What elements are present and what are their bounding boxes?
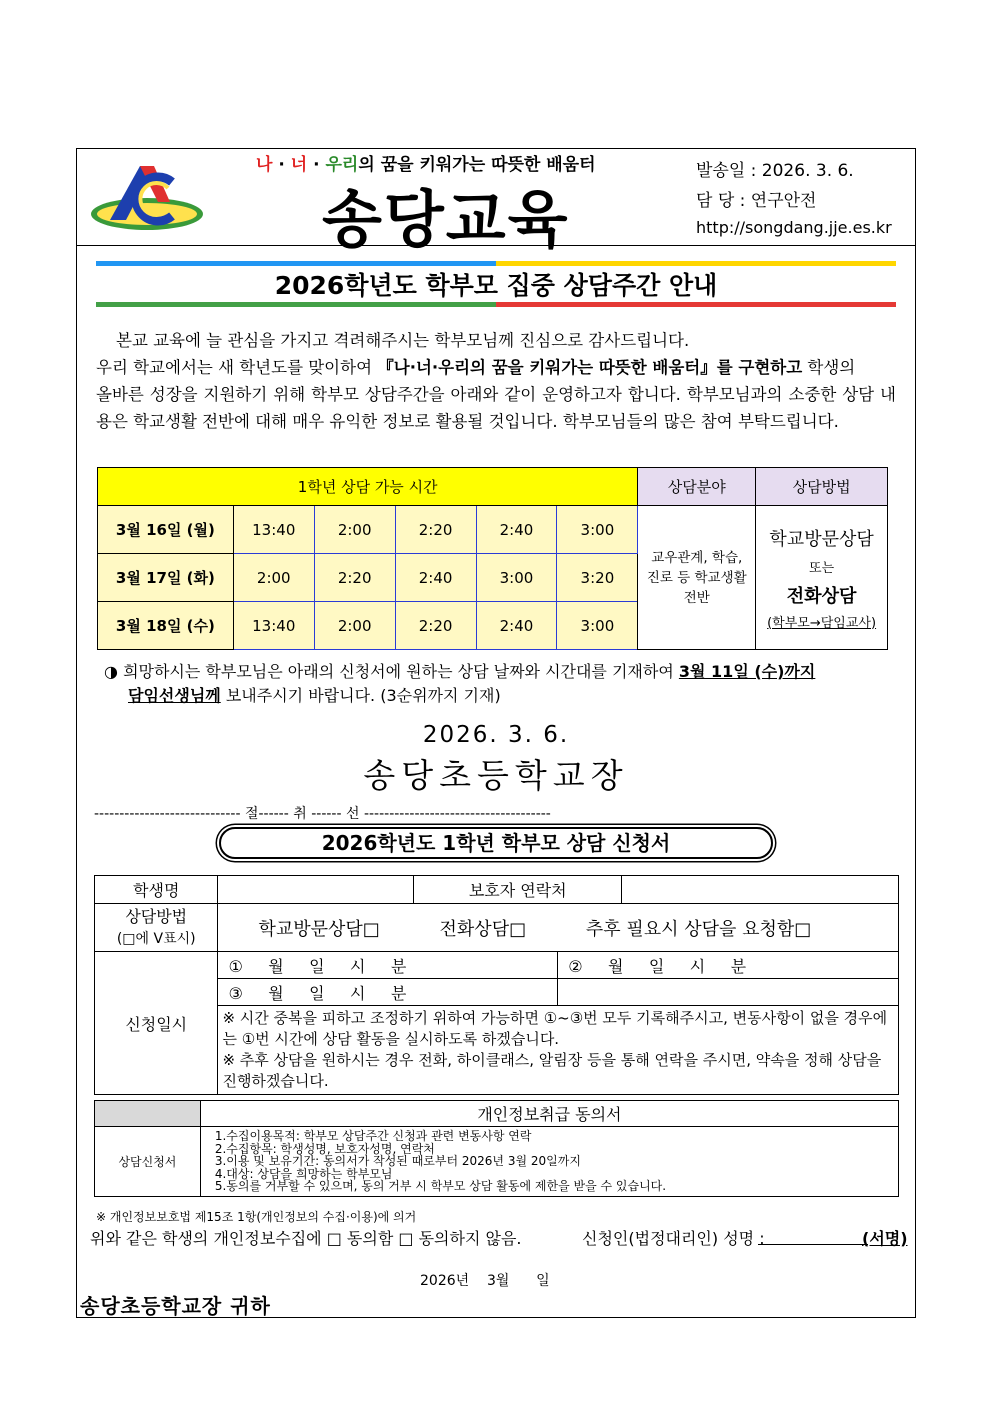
schedule-header-method: 상담방법 [756, 468, 888, 506]
addressee: 송당초등학교장 귀하 [80, 1294, 271, 1318]
consent-label: 상담신청서 [95, 1127, 201, 1197]
notice: ◑ 희망하시는 학부모님은 아래의 신청서에 원하는 상담 날짜와 시간대를 기재하여 3월 11일 (수)까지 담임선생님께 보내주시기 바랍니다. (3순위까지 기재) [104, 662, 816, 705]
agree-line [90, 1226, 908, 1249]
method-note: (학부모→담임교사) [767, 615, 877, 631]
principal-name: 송당초등학교장 [363, 756, 629, 795]
form-title: 2026학년도 1학년 학부모 상담 신청서 [219, 827, 773, 859]
time-slot: 3:00 [476, 554, 557, 602]
slot-3-field[interactable]: ③ 월 일 시 분 [218, 979, 558, 1006]
applicant-label: 신청인(법정대리인) 성명 : [582, 1229, 765, 1248]
slot-1-field[interactable]: ① 월 일 시 분 [218, 952, 558, 979]
time-slot: 2:20 [314, 554, 395, 602]
sign-date: 2026. 3. 6. [422, 722, 570, 748]
slot-blank [558, 979, 899, 1006]
schedule-table [97, 467, 888, 650]
consent-item: 5.동의를 거부할 수 있으며, 동의 거부 시 학부모 상담 활동에 제한을 받을 수 있습니다. [214, 1179, 667, 1194]
consent-title: 개인정보취급 동의서 [200, 1101, 898, 1127]
intro-line-1: 본교 교육에 늘 관심을 가지고 격려해주시는 학부모님께 진심으로 감사드립니다. [116, 331, 690, 350]
agree-checkboxes[interactable]: 위와 같은 학생의 개인정보수집에 □ 동의함 □ 동의하지 않음. [90, 1229, 522, 1248]
method-label: 상담방법 (□에 V표시) [95, 904, 218, 952]
time-slot: 2:20 [395, 602, 476, 650]
consent-item: 3.이용 및 보유기간: 동의서가 작성된 때로부터 2026년 3월 20일까지 [214, 1154, 581, 1169]
method-or: 또는 [809, 560, 835, 576]
time-slot: 2:40 [395, 554, 476, 602]
counsel-field: 교우관계, 학습, 진로 등 학교생활 전반 [638, 506, 756, 650]
cut-line: ----------------------------- 절------ 취 ------ 선 ------------------------------------- [94, 806, 551, 822]
slogan: 나 · 너 · 우리의 꿈을 키워가는 따뜻한 배움터 [256, 155, 596, 175]
time-slot: 13:40 [233, 506, 314, 554]
method-phone: 전화상담 [786, 585, 857, 607]
title-bar-green [96, 302, 496, 307]
deadline: 3월 11일 (수)까지 [678, 662, 816, 681]
schedule-header-field: 상담분야 [638, 468, 756, 506]
method-visit: 학교방문상담 [769, 528, 874, 550]
guardian-label: 보호자 연락처 [414, 876, 622, 904]
slot-2-field[interactable]: ② 월 일 시 분 [558, 952, 899, 979]
time-slot: 2:40 [476, 602, 557, 650]
school-logo [88, 162, 206, 234]
counsel-method [756, 506, 888, 650]
bullet-icon: ◑ [104, 662, 118, 681]
time-slot: 3:00 [557, 602, 638, 650]
law-note: ※ 개인정보보호법 제15조 1항(개인정보의 수집·이용)에 의거 [96, 1210, 417, 1224]
application-form [94, 875, 899, 1095]
masthead: 송당교육 [322, 183, 570, 256]
consent-items [200, 1127, 898, 1197]
schedule-date: 3월 18일 (수) [98, 602, 234, 650]
applicant-name-field[interactable] [758, 1226, 868, 1245]
time-slot: 2:40 [476, 506, 557, 554]
consent-item: 1.수집이용목적: 학부모 상담주간 신청과 관련 변동사항 연락 [214, 1129, 532, 1144]
form-note-2: ※ 추후 상담을 원하시는 경우 전화, 하이클래스, 알림장 등을 통해 연락을 주시면, 약속을 정해 상담을 진행하겠습니다. [222, 1051, 882, 1090]
schedule-date: 3월 17일 (화) [98, 554, 234, 602]
option-later-checkbox[interactable]: 추후 필요시 상담을 요청함□ [585, 918, 812, 940]
form-notes [218, 1006, 899, 1095]
time-slot: 13:40 [233, 602, 314, 650]
consent-item: 2.수집항목: 학생성명, 보호자성명, 연락처 [214, 1141, 435, 1156]
title-bar-red [496, 302, 896, 307]
school-url[interactable]: http://songdang.jje.es.kr [696, 218, 892, 237]
guardian-contact-field[interactable] [622, 876, 899, 904]
schedule-header-time: 1학년 상담 가능 시간 [98, 468, 638, 506]
time-slot: 2:20 [395, 506, 476, 554]
intro-line-2: 우리 학교에서는 새 학년도를 맞이하여 『나·너·우리의 꿈을 키워가는 따뜻한 배움터』를 구현하고 학생의 [96, 358, 856, 377]
student-name-field[interactable] [218, 876, 414, 904]
student-label: 학생명 [95, 876, 218, 904]
method-options [218, 904, 899, 952]
time-slot: 3:00 [557, 506, 638, 554]
recipient: 담임선생님께 [128, 686, 221, 705]
time-slot: 2:00 [314, 506, 395, 554]
option-phone-checkbox[interactable]: 전화상담□ [439, 918, 527, 940]
time-slot: 3:20 [557, 554, 638, 602]
intro-rest: 올바른 성장을 지원하기 위해 학부모 상담주간을 아래와 같이 운영하고자 합니다. 학부모님과의 소중한 상담 내용은 학교생활 전반에 대해 매우 유익한 정보로 활용될 것입니다. 학부모님들의 많은 참여 부탁드립니다. [96, 385, 896, 431]
consent-table [94, 1100, 899, 1197]
time-slot: 2:00 [233, 554, 314, 602]
option-visit-checkbox[interactable]: 학교방문상담□ [258, 918, 380, 940]
date-label: 신청일시 [95, 952, 218, 1095]
consent-item: 4.대상: 상담을 희망하는 학부모님 [214, 1166, 393, 1181]
time-slot: 2:00 [314, 602, 395, 650]
form-note-1: ※ 시간 중복을 피하고 조정하기 위하여 가능하면 ①~③번 모두 기록해주시고, 변동사항이 없을 경우에는 ①번 시간에 상담 활동을 실시하도록 하겠습니다. [222, 1009, 888, 1048]
person-in-charge: 담 당 : 연구안전 [696, 191, 817, 211]
application-date: 2026년 3월 일 [420, 1273, 550, 1289]
schedule-date: 3월 16일 (월) [98, 506, 234, 554]
consent-corner [95, 1101, 201, 1127]
issue-date: 발송일 : 2026. 3. 6. [696, 161, 854, 181]
document-title: 2026학년도 학부모 집중 상담주간 안내 [274, 271, 718, 300]
sign-mark: (서명) [862, 1229, 908, 1248]
